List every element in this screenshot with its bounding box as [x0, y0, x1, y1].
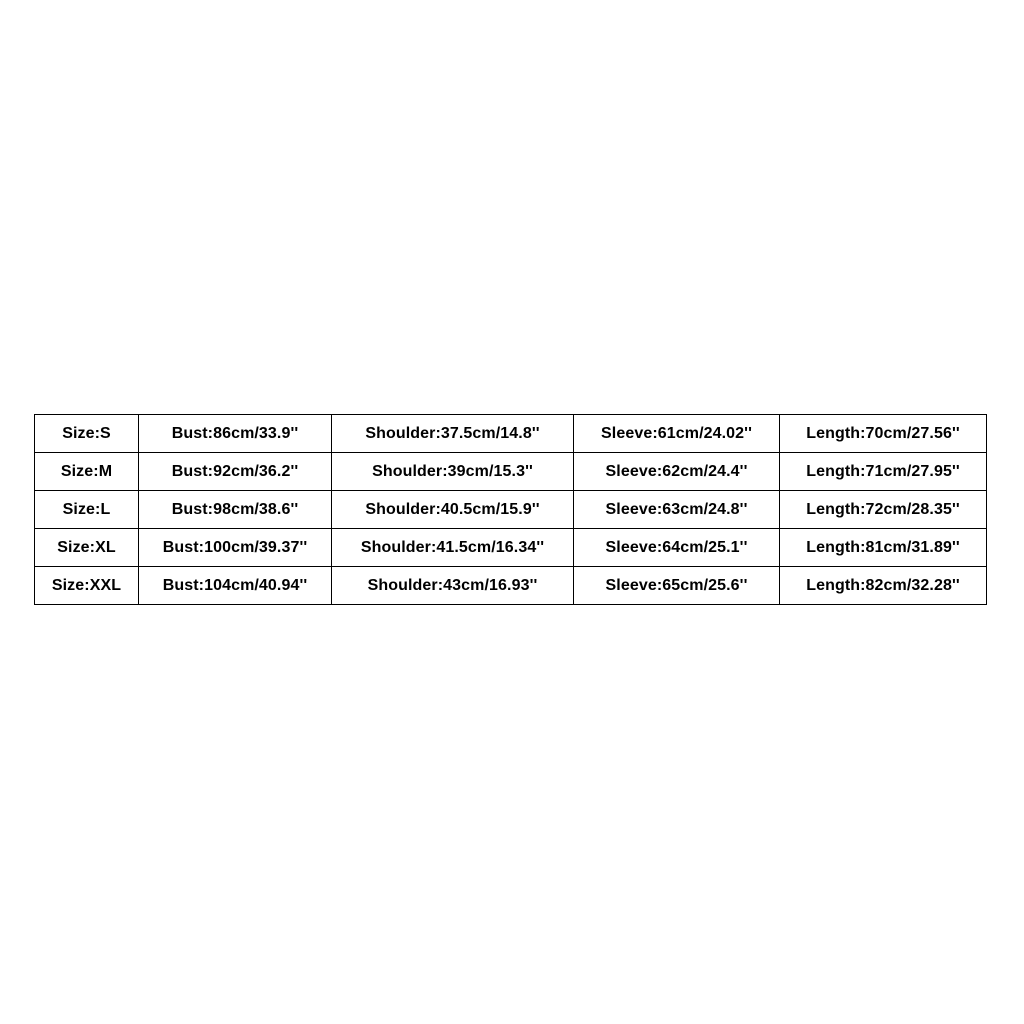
sleeve-cell: Sleeve:61cm/24.02'': [574, 415, 780, 453]
bust-cell: Bust:100cm/39.37'': [139, 529, 332, 567]
sleeve-cell: Sleeve:64cm/25.1'': [574, 529, 780, 567]
size-chart-table: [34, 414, 987, 605]
size-cell: Size:S: [35, 415, 139, 453]
shoulder-cell: Shoulder:41.5cm/16.34'': [332, 529, 574, 567]
sleeve-cell: Sleeve:65cm/25.6'': [574, 567, 780, 605]
size-cell: Size:XL: [35, 529, 139, 567]
bust-cell: Bust:86cm/33.9'': [139, 415, 332, 453]
length-cell: Length:70cm/27.56'': [780, 415, 987, 453]
sleeve-cell: Sleeve:63cm/24.8'': [574, 491, 780, 529]
length-cell: Length:81cm/31.89'': [780, 529, 987, 567]
sleeve-cell: Sleeve:62cm/24.4'': [574, 453, 780, 491]
table-row: [35, 453, 987, 491]
bust-cell: Bust:98cm/38.6'': [139, 491, 332, 529]
size-cell: Size:L: [35, 491, 139, 529]
shoulder-cell: Shoulder:39cm/15.3'': [332, 453, 574, 491]
length-cell: Length:82cm/32.28'': [780, 567, 987, 605]
bust-cell: Bust:92cm/36.2'': [139, 453, 332, 491]
table-row: [35, 491, 987, 529]
shoulder-cell: Shoulder:43cm/16.93'': [332, 567, 574, 605]
shoulder-cell: Shoulder:37.5cm/14.8'': [332, 415, 574, 453]
length-cell: Length:72cm/28.35'': [780, 491, 987, 529]
table-row: [35, 529, 987, 567]
table-row: [35, 567, 987, 605]
bust-cell: Bust:104cm/40.94'': [139, 567, 332, 605]
size-cell: Size:XXL: [35, 567, 139, 605]
size-cell: Size:M: [35, 453, 139, 491]
length-cell: Length:71cm/27.95'': [780, 453, 987, 491]
table-row: [35, 415, 987, 453]
shoulder-cell: Shoulder:40.5cm/15.9'': [332, 491, 574, 529]
